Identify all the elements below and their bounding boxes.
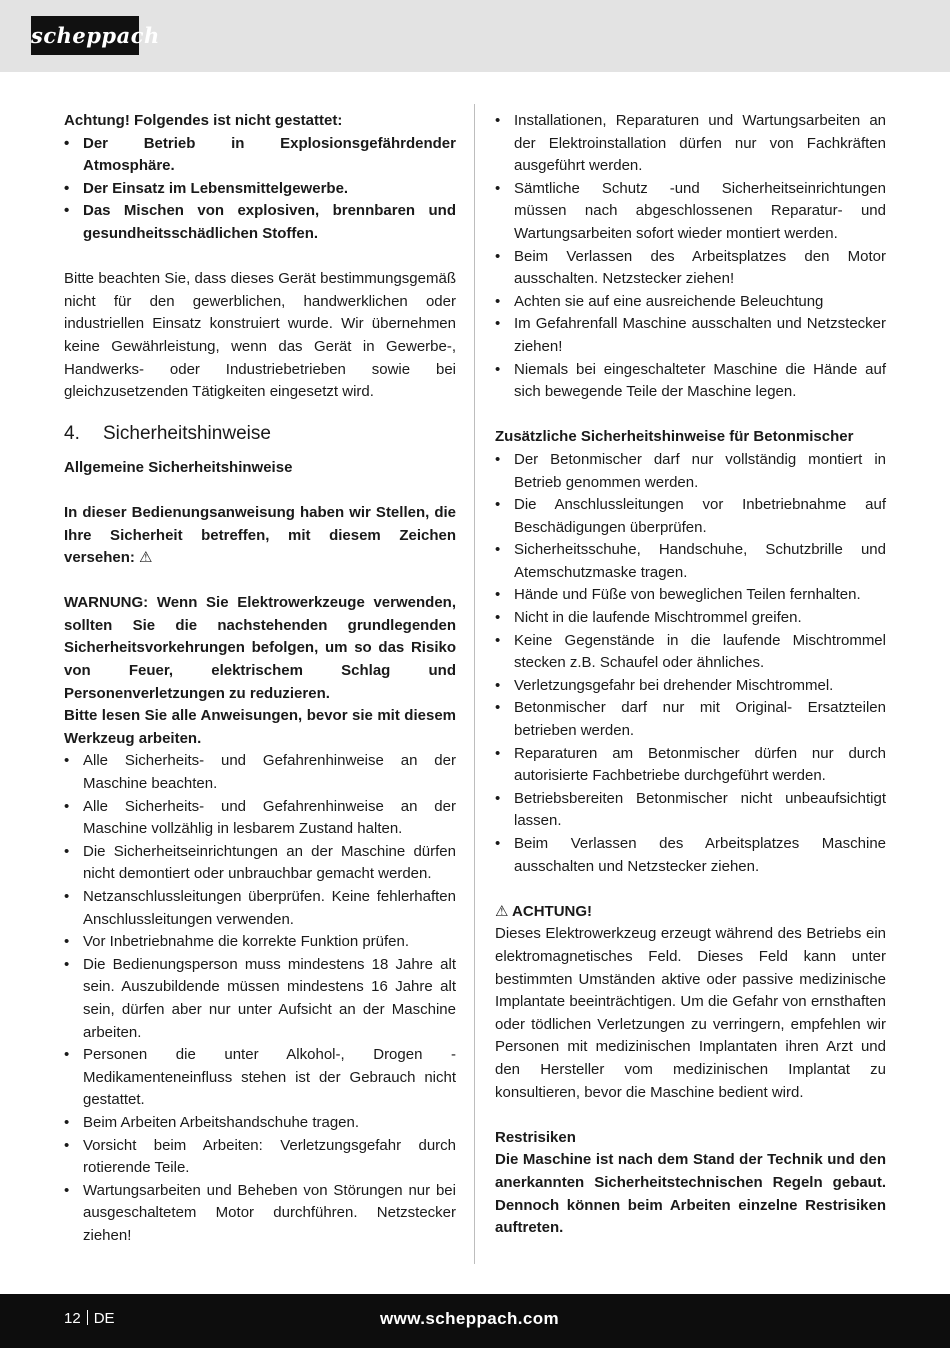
list-item: • Achten sie auf eine ausreichende Beleuchtung [495, 291, 886, 314]
emf-warning-paragraph: Dieses Elektrowerkzeug erzeugt während des Betriebs ein elektromagnetisches Feld. Dieses Feld kann unter bestimmten Umständen aktive oder passive medizinische Implantate beeinträchtigen. Um die Gefahr von ernsthaften oder tödlichen Verletzungen zu verringern, empfehlen wir Personen mit medizinischen Implantaten ihren Arzt und den Hersteller vom medizinischen Implantat zu konsultieren, bevor die Maschine bedient wird. [495, 925, 886, 1101]
residual-risks-paragraph: Die Maschine ist nach dem Stand der Technik und den anerkannten Sicherheitstechnischen Regeln gebaut. Dennoch können beim Arbeiten einzelne Restrisiken auftreten. [495, 1151, 886, 1237]
list-item: • Nicht in die laufende Mischtrommel greifen. [495, 607, 886, 630]
attention-heading: ⚠ ACHTUNG! [495, 902, 593, 920]
list-item: • Beim Verlassen des Arbeitsplatzes den Motor ausschalten. Netzstecker ziehen! [495, 246, 886, 291]
list-item: • Betriebsbereiten Betonmischer nicht unbeaufsichtigt lassen. [495, 788, 886, 833]
website-link[interactable]: www.scheppach.com [380, 1309, 560, 1328]
mixer-rules-list [495, 449, 886, 878]
list-item: • Die Sicherheitseinrichtungen an der Maschine dürfen nicht demontiert oder unbrauchbar gemacht werden. [64, 841, 456, 886]
list-item: • Alle Sicherheits- und Gefahrenhinweise an der Maschine beachten. [64, 750, 456, 795]
list-item: • Wartungsarbeiten und Beheben von Störungen nur bei ausgeschaltetem Motor durchführen. Netzstecker ziehen! [64, 1180, 456, 1248]
footer-separator [87, 1310, 88, 1325]
list-item: • Die Anschlussleitungen vor Inbetriebnahme auf Beschädigungen überprüfen. [495, 494, 886, 539]
list-item: • Netzanschlussleitungen überprüfen. Keine fehlerhaften Anschlussleitungen verwenden. [64, 886, 456, 931]
list-item: • Der Betonmischer darf nur vollständig montiert in Betrieb genommen werden. [495, 449, 886, 494]
list-item: • Personen die unter Alkohol-, Drogen - Medikamenteneinfluss stehen ist der Gebrauch nicht gestattet. [64, 1044, 456, 1112]
page-number: 12 [64, 1310, 81, 1327]
list-item: • Das Mischen von explosiven, brennbaren und gesundheitsschädlichen Stoffen. [64, 200, 456, 245]
list-item: • Vorsicht beim Arbeiten: Verletzungsgefahr durch rotierende Teile. [64, 1135, 456, 1180]
read-instructions-note: Bitte lesen Sie alle Anweisungen, bevor sie mit diesem Werkzeug arbeiten. [64, 707, 456, 747]
page-header [0, 0, 950, 72]
maintenance-rules-list [495, 110, 886, 404]
brand-logo: scheppach [31, 16, 139, 55]
column-divider [474, 104, 475, 1264]
right-column [495, 110, 886, 1240]
list-item: • Sämtliche Schutz -und Sicherheitseinrichtungen müssen nach abgeschlossenen Reparatur- und Wartungsarbeiten sofort wieder montiert werden. [495, 178, 886, 246]
list-item: • Vor Inbetriebnahme die korrekte Funktion prüfen. [64, 931, 456, 954]
list-item: • Hände und Füße von beweglichen Teilen fernhalten. [495, 584, 886, 607]
page-footer [0, 1294, 950, 1348]
list-item: • Verletzungsgefahr bei drehender Mischtrommel. [495, 675, 886, 698]
language-code: DE [93, 1310, 115, 1327]
list-item: • Sicherheitsschuhe, Handschuhe, Schutzbrille und Atemschutzmaske tragen. [495, 539, 886, 584]
list-item: • Alle Sicherheits- und Gefahrenhinweise an der Maschine vollzählig in lesbarem Zustand halten. [64, 796, 456, 841]
safety-rules-list [64, 750, 456, 1247]
intended-use-paragraph: Bitte beachten Sie, dass dieses Gerät bestimmungsgemäß nicht für den gewerblichen, handwerklichen oder industriellen Einsatz konstruiert wurde. Wir übernehmen keine Gewährleistung, wenn das Gerät in Gewerbe-, Handwerks- oder Industriebetrieben sowie bei gleichzusetzenden Tätigkeiten eingesetzt wird. [64, 270, 456, 401]
list-item: • Installationen, Reparaturen und Wartungsarbeiten an der Elektroinstallation dürfen nur von Fachkräften ausgeführt werden. [495, 110, 886, 178]
section-heading [64, 421, 456, 447]
subsection-title: Allgemeine Sicherheitshinweise [64, 458, 293, 476]
warning-symbol-note: In dieser Bedienungsanweisung haben wir Stellen, die Ihre Sicherheit betreffen, mit diesem Zeichen versehen: ⚠ [64, 503, 456, 567]
list-item: • Betonmischer darf nur mit Original- Ersatzteilen betrieben werden. [495, 697, 886, 742]
warning-paragraph: WARNUNG: Wenn Sie Elektrowerkzeuge verwenden, sollten Sie die nachstehenden grundlegenden Sicherheitsvorkehrungen befolgen, um so das Risiko von Feuer, elektrischem Schlag und Personenverletzungen zu reduzieren. [64, 594, 456, 702]
prohibited-heading: Achtung! Folgendes ist nicht gestattet: [64, 112, 343, 129]
list-item: • Reparaturen am Betonmischer dürfen nur durch autorisierte Fachbetriebe durchgeführt werden. [495, 743, 886, 788]
list-item: • Beim Arbeiten Arbeitshandschuhe tragen. [64, 1112, 456, 1135]
residual-risks-heading: Restrisiken [495, 1128, 576, 1146]
page-number-label [64, 1294, 115, 1344]
list-item: • Der Betrieb in Explosionsgefährdender Atmosphäre. [64, 133, 456, 178]
list-item: • Im Gefahrenfall Maschine ausschalten und Netzstecker ziehen! [495, 313, 886, 358]
left-column [64, 110, 456, 1248]
list-item: • Beim Verlassen des Arbeitsplatzes Maschine ausschalten und Netzstecker ziehen. [495, 833, 886, 878]
list-item: • Niemals bei eingeschalteter Maschine die Hände auf sich bewegende Teile der Maschine legen. [495, 359, 886, 404]
mixer-safety-heading: Zusätzliche Sicherheitshinweise für Betonmischer [495, 428, 854, 446]
section-number: 4. [64, 422, 80, 444]
prohibited-list [64, 133, 456, 246]
section-title: Sicherheitshinweise [103, 422, 271, 444]
list-item: • Der Einsatz im Lebensmittelgewerbe. [64, 178, 456, 201]
list-item: • Die Bedienungsperson muss mindestens 18 Jahre alt sein. Auszubildende müssen mindestens 16 Jahre alt sein, dürfen aber nur unter Aufsicht an der Maschine arbeiten. [64, 954, 456, 1044]
list-item: • Keine Gegenstände in die laufende Mischtrommel stecken z.B. Schaufel oder ähnliches. [495, 630, 886, 675]
